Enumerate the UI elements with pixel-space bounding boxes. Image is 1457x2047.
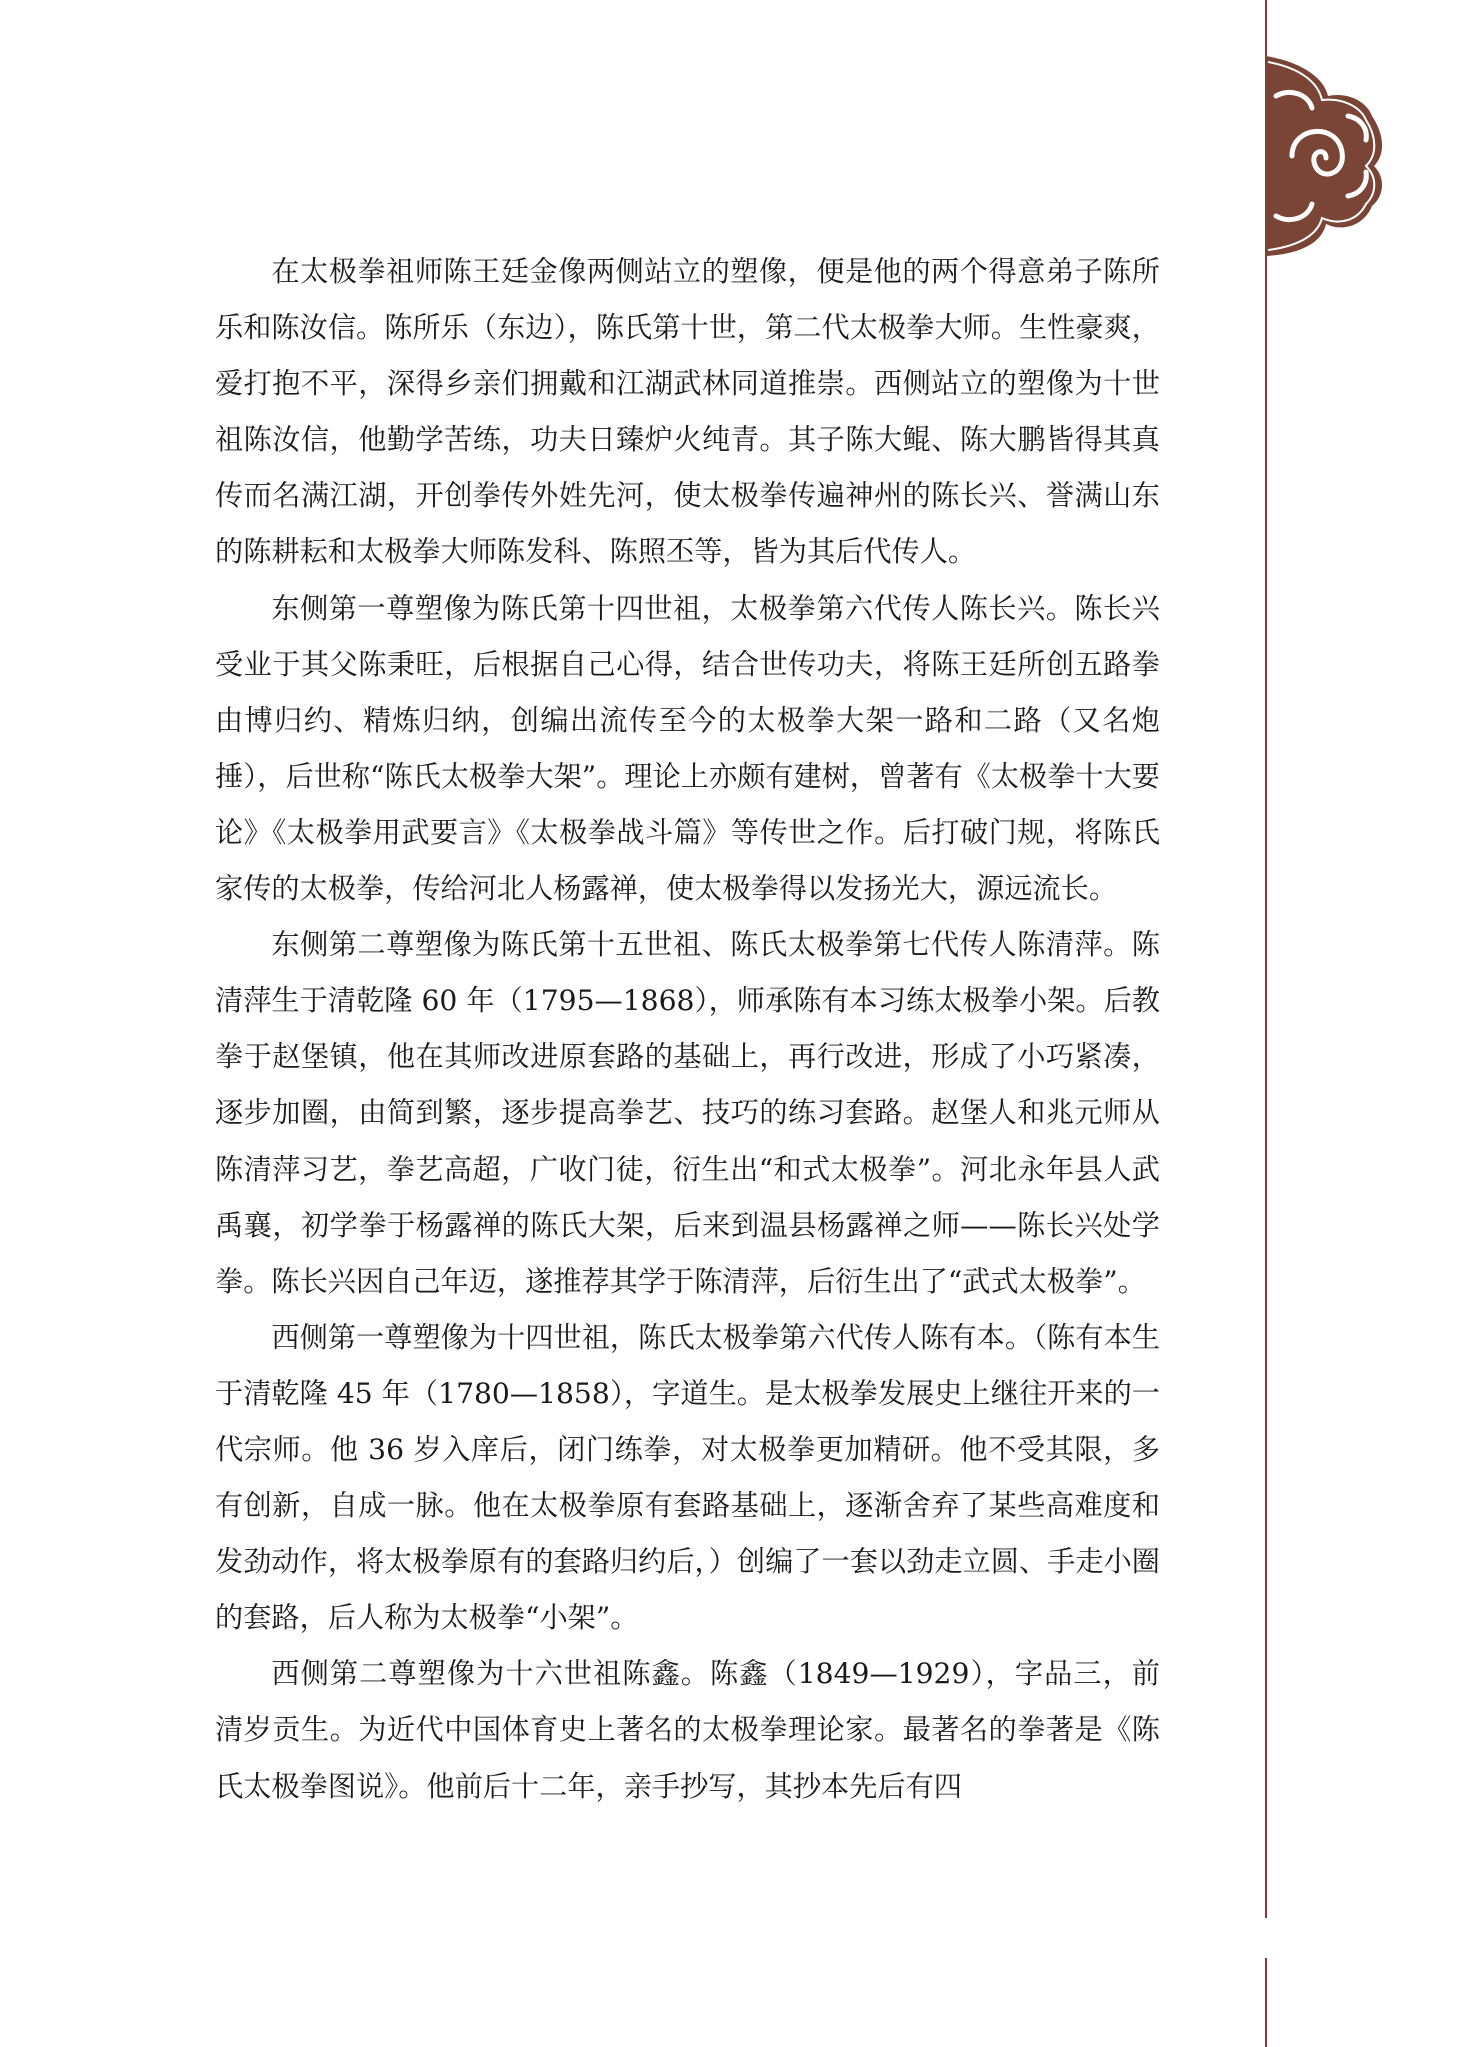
cloud-scroll-ornament-icon	[1262, 56, 1386, 256]
paragraph: 在太极拳祖师陈王廷金像两侧站立的塑像，便是他的两个得意弟子陈所乐和陈汝信。陈所乐（东边），陈氏第十世，第二代太极拳大师。生性豪爽，爱打抱不平，深得乡亲们拥戴和江湖武林同道推崇。西侧站立的塑像为十世祖陈汝信，他勤学苦练，功夫日臻炉火纯青。其子陈大鲲、陈大鹏皆得其真传而名满江湖，开创拳传外姓先河，使太极拳传遍神州的陈长兴、誉满山东的陈耕耘和太极拳大师陈发科、陈照丕等，皆为其后代传人。	[215, 255, 1160, 569]
paragraph: 西侧第一尊塑像为十四世祖，陈氏太极拳第六代传人陈有本。（陈有本生于清乾隆 45 年（1780—1858），字道生。是太极拳发展史上继往开来的一代宗师。他 36 岁入庠后，闭门练拳，对太极拳更加精研。他不受其限，多有创新，自成一脉。他在太极拳原有套路基础上，逐渐舍弃了某些高难度和发劲动作，将太极拳原有的套路归约后，）创编了一套以劲走立圆、手走小圈的套路，后人称为太极拳“小架”。	[215, 1320, 1160, 1635]
paragraph: 东侧第一尊塑像为陈氏第十四世祖，太极拳第六代传人陈长兴。陈长兴受业于其父陈秉旺，后根据自己心得，结合世传功夫，将陈王廷所创五路拳由博归约、精炼归纳，创编出流传至今的太极拳大架一路和二路（又名炮捶），后世称“陈氏太极拳大架”。理论上亦颇有建树，曾著有《太极拳十大要论》《太极拳用武要言》《太极拳战斗篇》等传世之作。后打破门规，将陈氏家传的太极拳，传给河北人杨露禅，使太极拳得以发扬光大，源远流长。	[215, 591, 1160, 906]
margin-rule-bottom	[1265, 1958, 1267, 2047]
paragraph: 东侧第二尊塑像为陈氏第十五世祖、陈氏太极拳第七代传人陈清萍。陈清萍生于清乾隆 60 年（1795—1868），师承陈有本习练太极拳小架。后教拳于赵堡镇，他在其师改进原套路的基础上，再行改进，形成了小巧紧凑，逐步加圈，由简到繁，逐步提高拳艺、技巧的练习套路。赵堡人和兆元师从陈清萍习艺，拳艺高超，广收门徒，衍生出“和式太极拳”。河北永年县人武禹襄，初学拳于杨露禅的陈氏大架，后来到温县杨露禅之师——陈长兴处学拳。陈长兴因自己年迈，遂推荐其学于陈清萍，后衍生出了“武式太极拳”。	[215, 928, 1160, 1298]
body-text	[215, 244, 1160, 1815]
margin-rule-top	[1265, 0, 1267, 1918]
paragraph: 西侧第二尊塑像为十六世祖陈鑫。陈鑫（1849—1929），字品三，前清岁贡生。为近代中国体育史上著名的太极拳理论家。最著名的拳著是《陈氏太极拳图说》。他前后十二年，亲手抄写，其抄本先后有四	[215, 1657, 1160, 1803]
